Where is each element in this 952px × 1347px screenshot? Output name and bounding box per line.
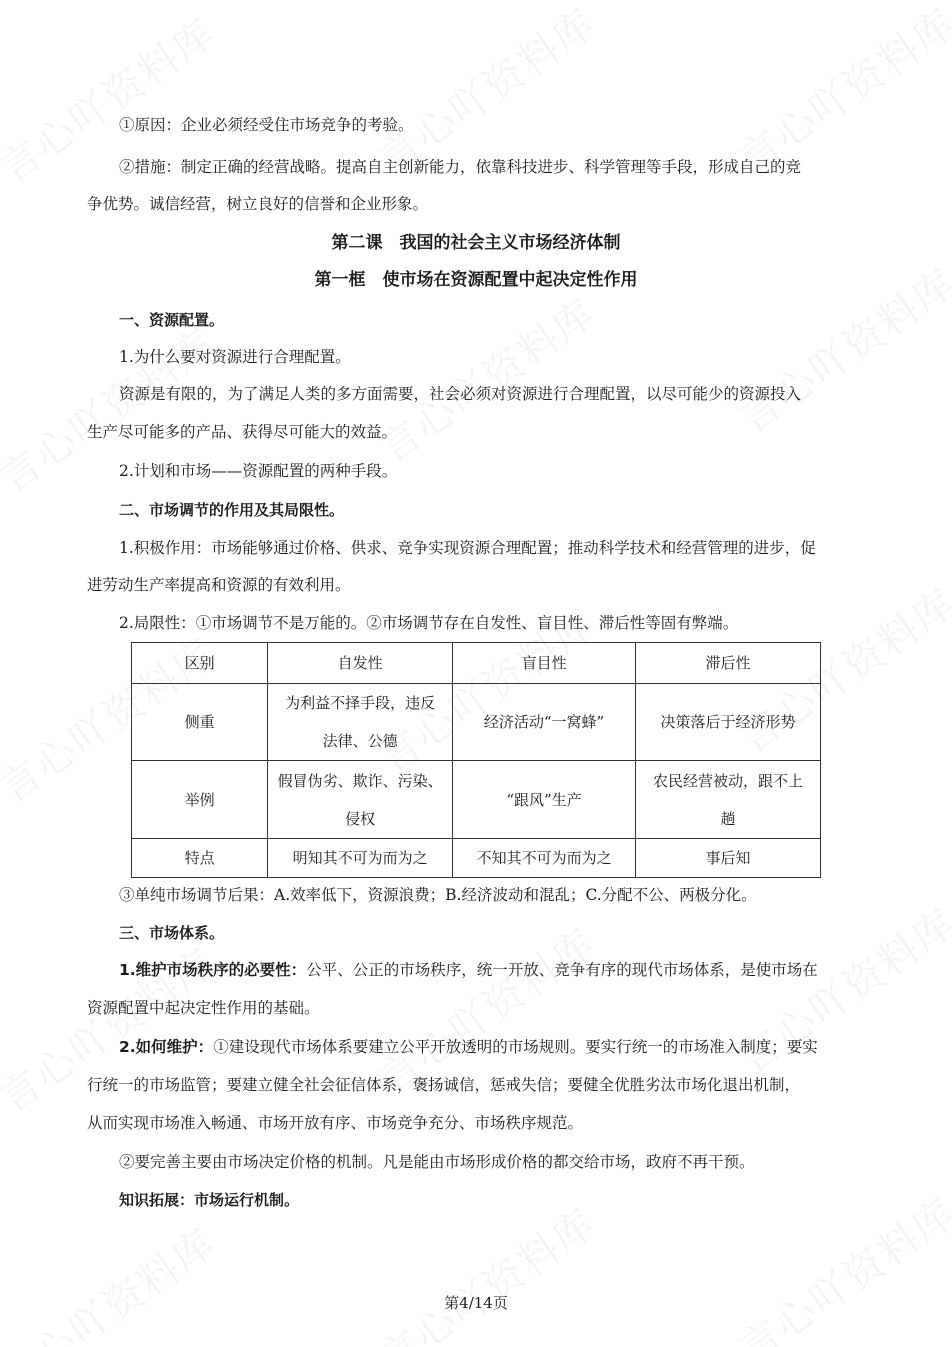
table-cell: 不知其不可为而为之 — [453, 839, 636, 878]
table-header-cell: 区别 — [132, 643, 268, 684]
section3-item2-line3: 从而实现市场准入畅通、市场开放有序、市场竞争充分、市场秩序规范。 — [87, 1114, 584, 1132]
section2-heading: 二、市场调节的作用及其局限性。 — [119, 501, 345, 519]
section1-para-line1: 资源是有限的，为了满足人类的多方面需要，社会必须对资源进行合理配置，以尽可能少的资源投入 — [119, 385, 802, 403]
section3-item2-line1 — [119, 1037, 818, 1057]
watermark — [0, 1213, 226, 1347]
table-cell-line: 侵权 — [345, 809, 376, 828]
table-cell — [268, 684, 453, 761]
table-cell — [636, 761, 821, 839]
section1-item1: 1.为什么要对资源进行合理配置。 — [119, 348, 351, 366]
section3-item2-label: 2.如何维护： — [119, 1038, 214, 1056]
table-cell: 决策落后于经济形势 — [636, 684, 821, 761]
market-limitations-table — [131, 642, 821, 878]
lesson-subtitle: 第一框 使市场在资源配置中起决定性作用 — [314, 270, 638, 290]
page-number: 第4/14页 — [444, 1294, 508, 1312]
table-cell-line: 农民经营被动，跟不上 — [653, 771, 804, 790]
table-header-cell: 滞后性 — [636, 643, 821, 684]
table-cell: 事后知 — [636, 839, 821, 878]
table-row — [132, 761, 821, 839]
table-cell: “跟风”生产 — [453, 761, 636, 839]
knowledge-extension: 知识拓展：市场运行机制。 — [119, 1191, 300, 1209]
table-row-label: 举例 — [132, 761, 268, 839]
section3-item1-line2: 资源配置中起决定性作用的基础。 — [87, 999, 320, 1017]
measures-text-line1: ②措施：制定正确的经营战略。提高自主创新能力，依靠科技进步、科学管理等手段，形成自己的竞 — [119, 158, 802, 176]
section1-heading: 一、资源配置。 — [119, 311, 225, 329]
section2-consequences: ③单纯市场调节后果：A.效率低下，资源浪费；B.经济波动和混乱；C.分配不公、两极分化。 — [119, 886, 757, 904]
section3-item2-text: ①建设现代市场体系要建立公平开放透明的市场规则。要实行统一的市场准入制度；要实 — [213, 1038, 818, 1056]
table-cell-line: 趟 — [720, 809, 736, 828]
section3-item1-label: 1.维护市场秩序的必要性： — [119, 961, 307, 979]
reason-text: ①原因：企业必须经受住市场竞争的考验。 — [119, 116, 414, 134]
section3-item1-line1 — [119, 960, 818, 980]
section3-heading: 三、市场体系。 — [119, 924, 225, 942]
section3-item2-line2: 行统一的市场监管；要建立健全社会征信体系，褒扬诚信，惩戒失信；要健全优胜劣汰市场化退出机制， — [87, 1076, 801, 1094]
section2-item2: 2.局限性：①市场调节不是万能的。②市场调节存在自发性、盲目性、滞后性等固有弊端。 — [119, 614, 739, 632]
table-cell-line: 假冒伪劣、欺诈、污染、 — [277, 771, 443, 790]
section1-item2: 2.计划和市场——资源配置的两种手段。 — [119, 462, 398, 480]
measures-text-line2: 争优势。诚信经营，树立良好的信誉和企业形象。 — [87, 195, 429, 213]
table-cell: 经济活动“一窝蜂” — [453, 684, 636, 761]
section2-item1-line2: 进劳动生产率提高和资源的有效利用。 — [87, 576, 351, 594]
watermark — [366, 1193, 605, 1347]
table-row — [132, 684, 821, 761]
section1-para-line2: 生产尽可能多的产品、获得尽可能大的效益。 — [87, 423, 398, 441]
table-row-label: 侧重 — [132, 684, 268, 761]
section3-item2-sub2: ②要完善主要由市场决定价格的机制。凡是能由市场形成价格的都交给市场，政府不再干预。 — [119, 1153, 755, 1171]
lesson-title: 第二课 我国的社会主义市场经济体制 — [331, 233, 621, 253]
table-header-row — [132, 643, 821, 684]
table-header-cell: 盲目性 — [453, 643, 636, 684]
section3-item1-text: 公平、公正的市场秩序，统一开放、竞争有序的现代市场体系，是使市场在 — [306, 961, 818, 979]
table-cell — [268, 761, 453, 839]
table-cell: 明知其不可为而为之 — [268, 839, 453, 878]
table-cell-line: 法律、公德 — [322, 732, 398, 750]
table-cell-line: 为利益不择手段，违反 — [285, 694, 436, 712]
table-header-cell: 自发性 — [268, 643, 453, 684]
watermark — [726, 1183, 952, 1347]
table-row-label: 特点 — [132, 839, 268, 878]
table-row — [132, 839, 821, 878]
watermark — [366, 283, 605, 474]
section2-item1-line1: 1.积极作用：市场能够通过价格、供求、竞争实现资源合理配置；推动科学技术和经营管理的进步，促 — [119, 539, 816, 557]
